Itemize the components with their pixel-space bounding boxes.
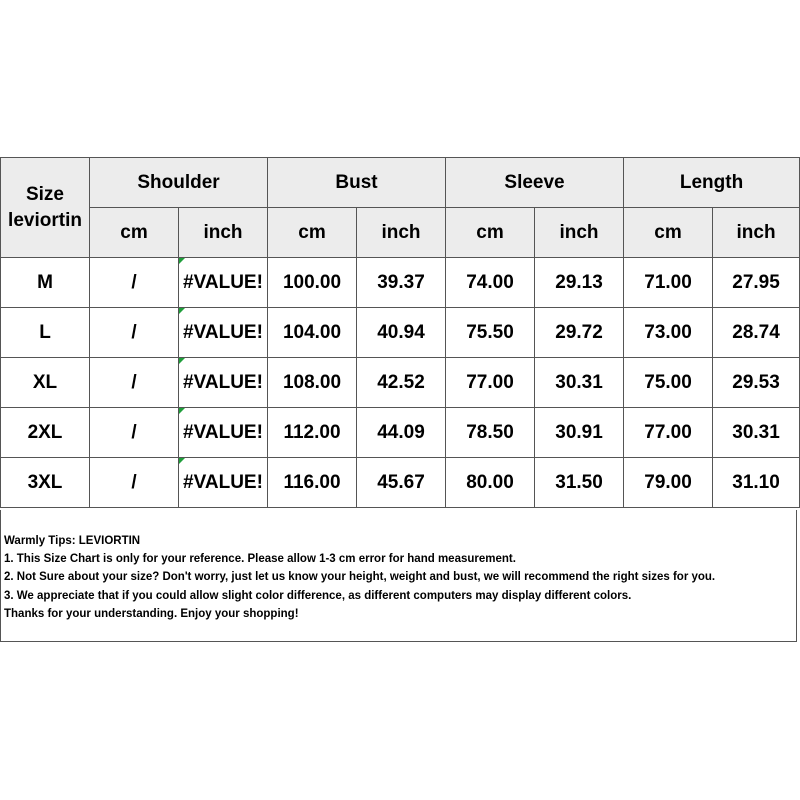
cell-text: #VALUE!: [183, 421, 263, 443]
table-cell: /: [90, 408, 179, 458]
unit-header: cm: [624, 208, 713, 258]
unit-header: inch: [357, 208, 446, 258]
table-cell: 79.00: [624, 458, 713, 508]
error-marker-icon: [179, 258, 185, 264]
table-cell: 71.00: [624, 258, 713, 308]
unit-header: inch: [713, 208, 800, 258]
table-cell: 29.53: [713, 358, 800, 408]
size-cell: L: [1, 308, 90, 358]
table-cell-error: [179, 308, 268, 358]
table-cell: 80.00: [446, 458, 535, 508]
warm-tips-box: [0, 510, 797, 642]
table-row: [1, 408, 800, 458]
size-table: [0, 157, 800, 508]
table-cell: 44.09: [357, 408, 446, 458]
cell-text: #VALUE!: [183, 321, 263, 343]
tips-heading: Warmly Tips: LEVIORTIN: [4, 535, 141, 547]
size-cell: 3XL: [1, 458, 90, 508]
table-cell: /: [90, 308, 179, 358]
table-cell: 78.50: [446, 408, 535, 458]
table-cell: 42.52: [357, 358, 446, 408]
unit-header: cm: [268, 208, 357, 258]
tips-closing: Thanks for your understanding. Enjoy your shopping!: [4, 607, 299, 620]
tips-line: 3. We appreciate that if you could allow slight color difference, as different computers may display different colors.: [4, 589, 632, 602]
table-cell: 75.00: [624, 358, 713, 408]
table-cell: 29.13: [535, 258, 624, 308]
table-row: [1, 258, 800, 308]
table-row: [1, 308, 800, 358]
group-header-length: Length: [624, 158, 800, 208]
size-header-line-2: leviortin: [8, 209, 82, 231]
size-chart: [0, 157, 799, 508]
table-cell: 30.31: [535, 358, 624, 408]
error-marker-icon: [179, 408, 185, 414]
unit-header: cm: [90, 208, 179, 258]
table-cell-error: [179, 258, 268, 308]
size-header-line-1: Size: [25, 183, 65, 205]
table-cell: 40.94: [357, 308, 446, 358]
table-cell: 30.31: [713, 408, 800, 458]
table-cell: 75.50: [446, 308, 535, 358]
table-cell: 39.37: [357, 258, 446, 308]
header-row-units: [1, 208, 800, 258]
group-header-shoulder: Shoulder: [90, 158, 268, 208]
table-cell: 112.00: [268, 408, 357, 458]
table-cell: /: [90, 258, 179, 308]
table-cell: 77.00: [624, 408, 713, 458]
table-cell: 73.00: [624, 308, 713, 358]
table-cell: 116.00: [268, 458, 357, 508]
unit-header: inch: [179, 208, 268, 258]
cell-text: #VALUE!: [183, 471, 263, 493]
table-cell: /: [90, 458, 179, 508]
table-cell-error: [179, 408, 268, 458]
table-cell: 31.50: [535, 458, 624, 508]
table-cell: 100.00: [268, 258, 357, 308]
table-cell: 77.00: [446, 358, 535, 408]
table-cell: 27.95: [713, 258, 800, 308]
table-cell: 28.74: [713, 308, 800, 358]
table-cell-error: [179, 358, 268, 408]
size-cell: XL: [1, 358, 90, 408]
cell-text: #VALUE!: [183, 371, 263, 393]
table-cell: 45.67: [357, 458, 446, 508]
table-row: [1, 358, 800, 408]
error-marker-icon: [179, 308, 185, 314]
table-cell: /: [90, 358, 179, 408]
tips-line: 2. Not Sure about your size? Don't worry, just let us know your height, weight and bust, we will recommend the right sizes for you.: [4, 571, 716, 584]
cell-text: #VALUE!: [183, 271, 263, 293]
tips-line: 1. This Size Chart is only for your reference. Please allow 1-3 cm error for hand measurement.: [4, 553, 516, 566]
unit-header: inch: [535, 208, 624, 258]
unit-header: cm: [446, 208, 535, 258]
size-cell: M: [1, 258, 90, 308]
table-cell: 74.00: [446, 258, 535, 308]
size-cell: 2XL: [1, 408, 90, 458]
table-cell: 29.72: [535, 308, 624, 358]
error-marker-icon: [179, 458, 185, 464]
table-cell: 104.00: [268, 308, 357, 358]
group-header-sleeve: Sleeve: [446, 158, 624, 208]
table-cell-error: [179, 458, 268, 508]
table-cell: 31.10: [713, 458, 800, 508]
table-row: [1, 458, 800, 508]
group-header-bust: Bust: [268, 158, 446, 208]
size-header-cell: [1, 158, 90, 258]
table-cell: 30.91: [535, 408, 624, 458]
error-marker-icon: [179, 358, 185, 364]
table-cell: 108.00: [268, 358, 357, 408]
header-row-groups: [1, 158, 800, 208]
